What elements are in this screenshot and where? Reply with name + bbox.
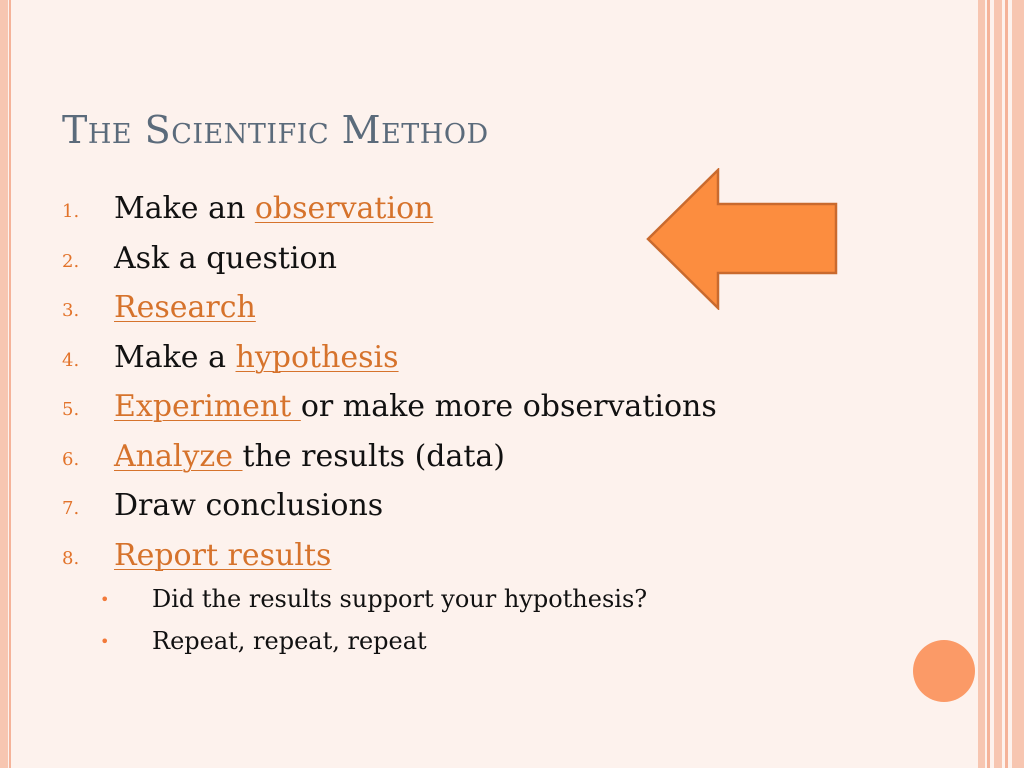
step-prefix: Draw conclusions	[114, 488, 384, 524]
step-number: 1.	[62, 201, 80, 223]
right-border-stripes	[978, 0, 1024, 768]
step-suffix: or make more observations	[300, 389, 717, 425]
step-prefix: Make an	[114, 191, 255, 227]
link-research[interactable]: Research	[114, 290, 256, 326]
step-text	[114, 538, 331, 573]
step-number: 6.	[62, 448, 80, 470]
step-text	[114, 340, 399, 375]
step-suffix: the results (data)	[242, 438, 506, 474]
right-stripe	[1005, 0, 1008, 768]
sub-bullet-item	[100, 620, 647, 662]
right-stripe	[994, 0, 1002, 768]
decorative-circle-icon	[913, 640, 975, 702]
right-stripe	[987, 0, 990, 768]
step-item	[62, 333, 782, 383]
step-number: 2.	[62, 250, 80, 272]
step-number: 7.	[62, 498, 80, 520]
step-text	[114, 241, 337, 276]
right-stripe	[978, 0, 985, 768]
step-item	[62, 531, 782, 581]
step-text	[114, 290, 256, 325]
step-number: 4.	[62, 349, 80, 371]
slide-title: The Scientific Method	[62, 108, 489, 152]
right-stripe	[1012, 0, 1024, 768]
bullet-icon: •	[100, 589, 110, 609]
arrow-shape	[648, 170, 836, 308]
left-border-line	[9, 0, 11, 768]
step-item	[62, 481, 782, 531]
step-prefix: Make a	[114, 339, 236, 375]
step-text	[114, 488, 383, 523]
step-item	[62, 382, 782, 432]
link-analyze[interactable]: Analyze	[114, 438, 243, 474]
link-report-results[interactable]: Report results	[114, 537, 332, 573]
bullet-icon: •	[100, 631, 110, 651]
step-prefix: Ask a question	[114, 240, 337, 276]
step-text	[114, 439, 505, 474]
left-border-band	[0, 0, 8, 768]
sub-bullet-list	[100, 578, 647, 662]
sub-bullet-text: Did the results support your hypothesis?	[152, 585, 648, 613]
step-text	[114, 191, 433, 226]
link-observation[interactable]: observation	[254, 191, 434, 227]
step-text	[114, 389, 717, 424]
step-number: 5.	[62, 399, 80, 421]
step-number: 3.	[62, 300, 80, 322]
step-number: 8.	[62, 547, 80, 569]
sub-bullet-text: Repeat, repeat, repeat	[152, 627, 427, 655]
link-hypothesis[interactable]: hypothesis	[235, 339, 399, 375]
sub-bullet-item	[100, 578, 647, 620]
left-arrow-icon	[646, 168, 840, 310]
step-item	[62, 432, 782, 482]
link-experiment[interactable]: Experiment	[114, 389, 301, 425]
